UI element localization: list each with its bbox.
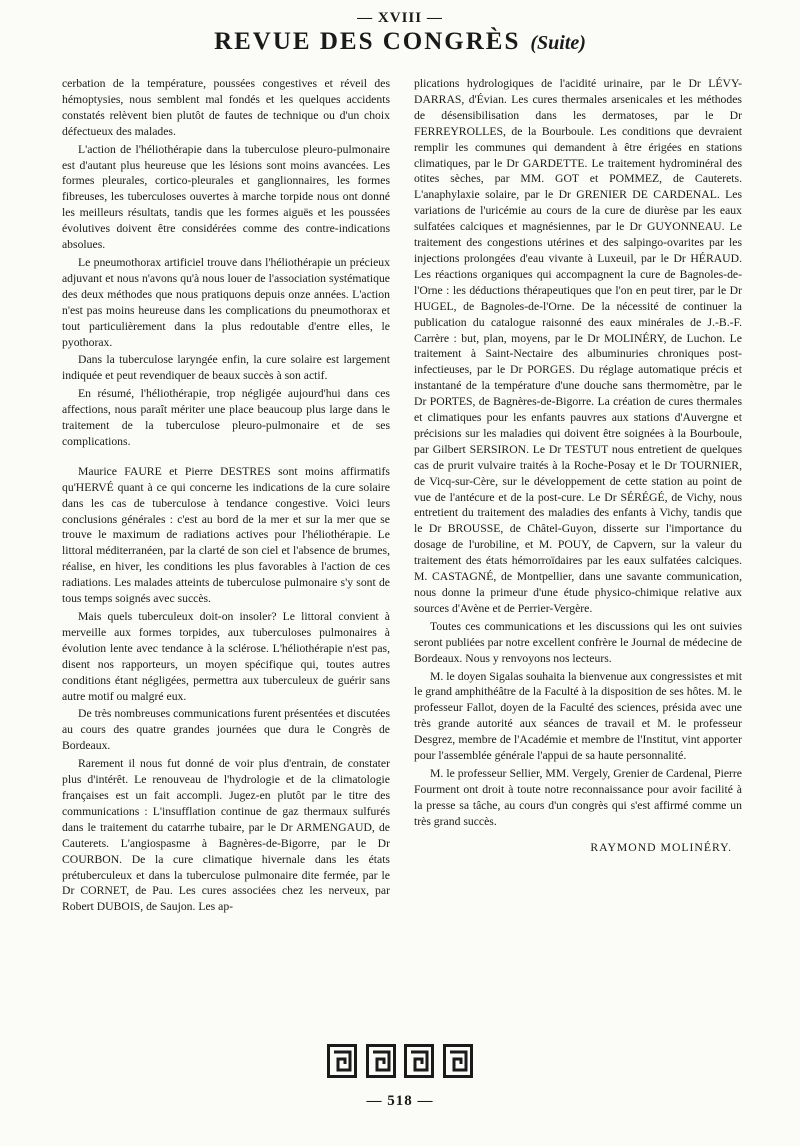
paragraph: Dans la tuberculose laryngée enfin, la cure solaire est largement indiquée et peut revendiquer de beaux succès à son actif. xyxy=(62,353,390,383)
paragraph: Le pneumothorax artificiel trouve dans l'héliothérapie un précieux adjuvant et nous n'avons qu'à nous louer de l'association systématique des deux méthodes que nous pratiquons depuis onze années. L'action n'est pas moins heureuse dans les complications du pneumothorax et tout particulièrement dans la plus redoutable d'entre elles, le pyothorax. xyxy=(62,255,390,349)
paragraph: De très nombreuses communications furent présentées et discutées au cours des quatre grandes journées que dura le Congrès de Bordeaux. xyxy=(62,707,390,753)
paragraph: L'action de l'héliothérapie dans la tuberculose pleuro-pulmonaire est d'autant plus heureuse que les lésions sont moins avancées. Les formes pleurales, cortico-pleurales et ganglionnaires, les formes fibreuses, les tuberculoses ouvertes à marche torpide nous ont donné les meilleurs résultats, tandis que les formes aiguës et les poussées évolutives doivent être considérées comme des contre-indications absolues. xyxy=(62,142,390,252)
paragraph: plications hydrologiques de l'acidité urinaire, par le Dr LÉVY-DARRAS, d'Évian. Les cures thermales arsenicales et les méthodes de désensibilisation dans les dermatoses, par le Dr FERREYROLLES, de la Bourboule. Les conditions que devraient remplir les communes qui demandent à être érigées en stations climatiques, par le Dr GARDETTE. Le traitement hydrominéral des otites sèches, par MM. GOT et POMMEZ, de Cauterets. L'anaphylaxie solaire, par le Dr GRENIER DE CARDENAL. Les variations de l'uricémie au cours de la cure de diurèse par les eaux sulfatées calciques et magnésiennes, par le Dr GUYONNEAU. Le traitement des congestions utérines et des salpingo-ovarites par les injections prolongées d'eau vivante à Luxeuil, par le Dr HÉRAUD. Les réactions organiques qui accompagnent la cure de Bagnoles-de-l'Orne : les déductions thérapeutiques que l'on en peut tirer, par le Dr HUGEL, de Bagnoles-de-l'Orne. De la nécessité de continuer la publication du catalogue raisonné des eaux minérales de J.-B.-F. Carrère : but, plan, moyens, par le Dr MOLINÉRY, de Luchon. Le traitement à Saint-Nectaire des albuminuries chroniques post-infectieuses, par le Dr PORGES. Du réglage automatique précis et instantané de la température d'une douche sans thermomètre, par le Dr PORTES, de Bagnères-de-Bigorre. La création de cures thermales et climatiques pour les enfants pauvres aux stations d'Auvergne et précisions sur les maladies qui doivent être soignées à la Bourboule, par Gilbert SERSIRON. Le Dr TESTUT nous entretient de quelques cas de prurit vulvaire traités à la Roche-Posay et le Dr TOURNIER, de Vicq-sur-Cère, sur le développement de cette station au point de vue de l'antécure et de la post-cure. Le Dr SÉRÉGÉ, de Vichy, nous entretient du traitement des maladies des enfants à Vichy, tandis que le Dr BROUSSE, de Châtel-Guyon, disserte sur l'importance du dosage de l'urobiline, et M. POUY, de Capvern, sur la valeur du traitement des états hémorroïdaires par les eaux sulfatées calciques. M. CASTAGNÉ, de Montpellier, dans une savante communication, nous donne la primeur d'une étude physico-chimique relative aux sources d'Avène et de Perrier-Vergère. xyxy=(414,77,742,615)
author-signature: RAYMOND MOLINÉRY. xyxy=(590,840,732,854)
running-title xyxy=(0,28,800,56)
paragraph: Toutes ces communications et les discussions qui les ont suivies seront publiées par notre excellent confrère le Journal de médecine de Bordeaux. Nous y renvoyons nos lecteurs. xyxy=(414,619,742,665)
journal-title: REVUE DES CONGRÈS xyxy=(214,28,521,55)
page-number: — 518 — xyxy=(366,1093,434,1109)
roman-folio: — XVIII — xyxy=(357,10,443,26)
greek-key-icon xyxy=(366,1044,396,1078)
greek-key-ornament xyxy=(327,1044,473,1080)
paragraph: cerbation de la température, poussées congestives et réveil des hémoptysies, nous semblent mal fondés et les quelques accidents constatés relèvent bien plutôt de fautes de technique ou d'un choix défectueux des malades. xyxy=(62,77,390,138)
paragraph: M. le doyen Sigalas souhaita la bienvenue aux congressistes et mit le grand amphithéâtre de la Faculté à la disposition de ses hôtes. M. le professeur Fallot, doyen de la Faculté des sciences, présida avec une très grande autorité aux séances de travail et M. le professeur Desgrez, membre de l'Académie et membre de l'Institut, vint apporter pour l'assemblée générale l'appui de sa haute personnalité. xyxy=(414,669,742,763)
greek-key-icon xyxy=(443,1044,473,1078)
greek-key-icon xyxy=(327,1044,357,1078)
left-column xyxy=(62,76,390,1036)
paragraph: En résumé, l'héliothérapie, trop négligée aujourd'hui dans ces affections, nous paraît mériter une place beaucoup plus large dans le traitement de la tuberculose pleuro-pulmonaire et de ses complications. xyxy=(62,387,390,448)
title-suffix: (Suite) xyxy=(530,32,586,54)
paragraph: M. le professeur Sellier, MM. Vergely, Grenier de Cardenal, Pierre Fourment ont droit à toute notre reconnaissance pour avoir facilité à la presse sa tâche, au cours d'un congrès qui s'est affirmé comme un très grand succès. xyxy=(414,766,742,828)
right-column xyxy=(414,76,742,1036)
text-columns xyxy=(62,76,742,1036)
paragraph: Rarement il nous fut donné de voir plus d'entrain, de constater plus d'intérêt. Le renouveau de l'hydrologie et de la climatologie françaises est un fait accompli. Jugez-en plutôt par le titre des communications : L'insufflation continue de gaz thermaux sulfurés dans le traitement du catarrhe tubaire, par le Dr ARMENGAUD, de Cauterets. L'angiospasme à Bagnères-de-Bigorre, par le Dr COURBON. De la cure climatique hivernale dans les états prétuberculeux et dans la tuberculose pulmonaire dite fermée, par le Dr CORNET, de Pau. Les cures associées chez les nerveux, par Robert DUBOIS, de Saujon. Les ap- xyxy=(62,757,390,914)
paragraph: Mais quels tuberculeux doit-on insoler? Le littoral convient à merveille aux formes torpides, aux tuberculoses pulmonaires à évolution lente avec tendance à la sclérose. L'héliothérapie n'est pas, disent nos rapporteurs, un moyen spécifique qui, toutes autres conditions étant négligées, permettra aux tuberculeux de guérir sans autre motif ou malgré eux. xyxy=(62,610,390,703)
greek-key-icon xyxy=(404,1044,434,1078)
paragraph: Maurice FAURE et Pierre DESTRES sont moins affirmatifs qu'HERVÉ quant à ce qui concerne les indications de la cure solaire dans les cas de tuberculose à tendance congestive. Voici leurs conclusions générales : c'est au bord de la mer et sur la mer que se trouve le maximum de radiations actives pour l'héliothérapie. Le littoral méditerranéen, par la clarté de son ciel et l'absence de brumes, réalise, en hiver, les conditions les plus favorables à l'action de ces radiations. Les malades atteints de tuberculose pulmonaire s'y sont de tous temps soignés avec succès. xyxy=(62,464,390,606)
